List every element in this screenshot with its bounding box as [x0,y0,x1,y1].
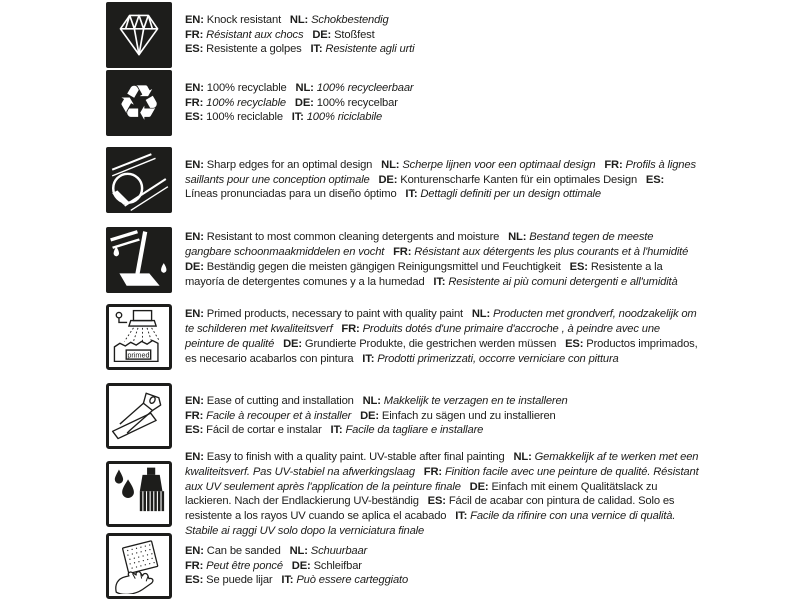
lang-value: Dettagli definiti per un design ottimale [420,188,601,201]
lang-label: IT: [330,424,343,437]
text-line [185,409,699,424]
text-line [185,96,699,111]
text-line [185,544,699,559]
feature-text [185,81,699,125]
lang-label: NL: [471,308,491,321]
feature-text [185,394,699,438]
text-line [185,13,699,28]
lang-value: Resistente a golpes [206,43,302,56]
lang-label: DE: [360,409,379,422]
lang-value: Einfach zu sägen und zu installieren [381,409,556,422]
feature-row [106,304,706,370]
lang-label: FR: [341,323,360,336]
lang-value: Knock resistant [206,13,282,26]
feature-row [106,533,706,599]
lang-label: EN: [185,231,204,244]
lang-value: 100% reciclable [206,111,283,124]
lang-value: Einfach mit einem Qualitätslack zu lackieren. Nach der Endlackierung UV-beständig [185,480,658,508]
lang-label: DE: [312,28,332,41]
lang-label: ES: [185,111,204,124]
lang-label: ES: [185,43,204,56]
text-line [185,110,699,125]
lang-value: Résistant aux détergents les plus courants et à l'humidité [414,246,689,259]
text-line [185,158,699,202]
lang-label: NL: [289,544,308,557]
feature-row [106,2,706,68]
lang-label: ES: [565,338,584,350]
lang-value: 100% recycelbar [316,96,398,109]
lang-value: 100% riciclabile [306,111,383,124]
lang-value: Resistente a la mayoría de detergentes comunes y a la humedad [185,261,663,288]
lang-label: ES: [645,173,665,186]
hand-sanding-icon [106,533,172,599]
lang-value: Profils à lignes saillants pour une conception optimale [185,158,696,186]
svg-text:primed: primed [127,350,150,360]
lang-value: 100% recyclable [206,81,287,94]
lang-label: EN: [185,394,204,407]
lang-label: IT: [291,111,304,124]
lang-label: IT: [281,574,294,587]
lang-label: NL: [295,81,314,94]
lang-value: Can be sanded [206,544,281,557]
paint-drops-brush-icon [106,461,172,527]
feature-row [106,450,706,539]
lang-label: IT: [455,510,468,523]
lang-value: Fácil de cortar e instalar [206,424,322,437]
feature-text [185,307,699,366]
lang-value: Grundierte Produkte, die gestrichen werden müssen [304,338,557,350]
text-line [185,28,699,43]
lang-label: NL: [362,394,381,407]
lang-label: FR: [185,96,204,109]
lang-value: Résistant aux chocs [206,28,304,41]
lang-label: FR: [423,465,442,478]
lang-value: Peut être poncé [206,559,283,572]
lang-value: Facile da rifinire con una vernice di qualità. Stabile ai raggi UV solo dopo la verniciatura finale [185,510,676,537]
lang-label: FR: [393,246,412,259]
lang-label: DE: [291,559,311,572]
lang-label: FR: [185,28,204,41]
feature-text [185,230,699,289]
lang-label: DE: [378,173,398,186]
lang-label: NL: [381,158,400,171]
lang-value: Ease of cutting and installation [206,394,354,407]
lang-value: Makkelijk te verzagen en te installeren [383,394,568,407]
lang-value: Resistente agli urti [325,43,415,56]
lang-label: FR: [185,559,204,572]
lang-label: EN: [185,158,204,171]
text-line [185,423,699,438]
lang-value: Resistente ai più comuni detergenti e all'umidità [448,275,678,288]
recycle-icon [106,70,172,136]
lang-value: Se puede lijar [206,574,273,587]
lang-value: Prodotti primerizzati, occorre verniciare con pittura [377,352,619,365]
feature-text [185,13,699,57]
lang-label: IT: [433,275,446,288]
lang-label: EN: [185,81,204,94]
feature-row [106,70,706,136]
lang-value: Gemakkelijk af te werken met een kwaliteitsverf. Pas UV-stabiel na afwerkingslaag [185,451,699,478]
lang-value: Resistant to most common cleaning detergents and moisture [206,231,500,244]
lang-value: 100% recycleerbaar [316,81,414,94]
lang-value: Schokbestendig [311,13,389,26]
feature-text [185,450,699,539]
text-line [185,394,699,409]
text-line [185,573,699,588]
text-line [185,230,699,289]
lang-label: DE: [469,480,489,493]
sharp-edges-icon [106,147,172,213]
lang-value: Producten met grondverf, noodzakelijk om te schilderen met kwaliteitsverf [185,308,697,336]
diamond-icon [106,2,172,68]
text-line [185,450,699,539]
lang-value: Productos imprimados, es necesario acabarlos con pintura [185,338,698,365]
lang-label: EN: [185,13,204,26]
lang-label: NL: [289,13,309,26]
lang-value: Fácil de acabar con pintura de calidad. Solo es resistente a los rayos UV cuando se aplica el acabado [185,495,675,523]
lang-label: IT: [405,188,418,201]
lang-label: DE: [185,261,204,273]
lang-value: Facile à recouper et à installer [206,409,352,422]
lang-value: 100% recyclable [206,96,287,109]
lang-value: Schuurbaar [310,544,368,557]
lang-label: EN: [185,308,204,321]
lang-label: DE: [283,338,302,350]
svg-text:♻: ♻ [117,75,161,132]
primed-spray-icon [106,304,172,370]
text-line [185,42,699,57]
lang-label: IT: [362,352,375,365]
text-line [185,81,699,96]
lang-label: ES: [427,495,446,508]
lang-label: EN: [185,544,204,557]
lang-label: ES: [185,424,204,437]
lang-value: Scherpe lijnen voor een optimaal design [402,158,596,171]
lang-value: Finition facile avec une peinture de qualité. Résistant aux UV seulement après l'application de la peinture finale [185,465,699,493]
lang-value: Schleifbar [313,559,362,572]
lang-label: DE: [294,96,314,109]
cleaning-mop-icon [106,227,172,293]
lang-label: ES: [569,261,588,273]
feature-row [106,227,706,293]
lang-value: Sharp edges for an optimal design [206,158,373,171]
lang-value: Facile da tagliare e installare [345,424,484,437]
lang-value: Konturenscharfe Kanten für ein optimales Design [400,173,638,186]
lang-value: Easy to finish with a quality paint. UV-stable after final painting [206,451,505,463]
lang-value: Stoßfest [334,28,375,41]
lang-value: Beständig gegen die meisten gängigen Reinigungsmittel und Feuchtigkeit [206,261,561,273]
lang-label: IT: [310,43,323,56]
text-line [185,559,699,574]
feature-text [185,544,699,588]
lang-value: Primed products, necessary to paint with quality paint [206,308,463,321]
lang-value: Produits dotés d'une primaire d'accroche , à peindre avec une peinture de qualité [185,323,660,350]
lang-label: NL: [508,231,527,244]
lang-label: FR: [604,158,623,171]
lang-value: Può essere carteggiato [296,574,409,587]
feature-row [106,383,706,449]
lang-value: Bestand tegen de meeste gangbare schoonmaakmiddelen en vocht [185,231,654,259]
lang-value: Líneas pronunciadas para un diseño óptimo [185,188,397,201]
saw-cutting-icon [106,383,172,449]
feature-row [106,147,706,213]
text-line [185,307,699,366]
lang-label: ES: [185,574,204,587]
lang-label: FR: [185,409,204,422]
feature-text [185,158,699,202]
lang-label: EN: [185,451,204,463]
lang-label: NL: [513,451,532,463]
